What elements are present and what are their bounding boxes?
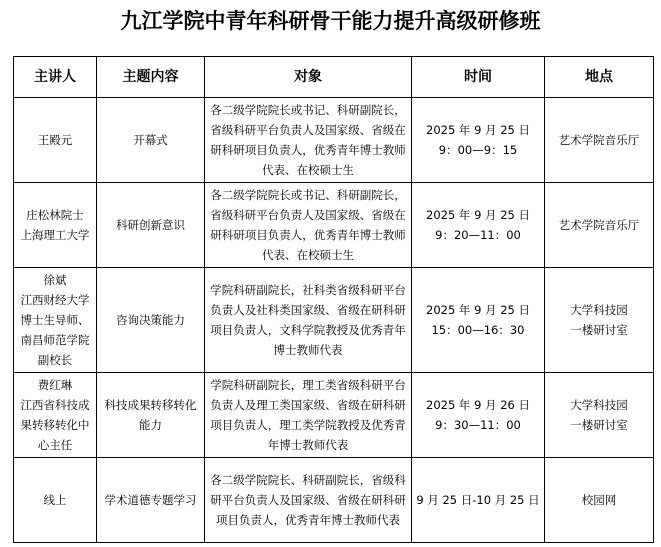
location-cell — [545, 458, 654, 543]
time-cell — [412, 458, 545, 543]
speaker-cell-line: 心主任 — [37, 438, 73, 452]
location-cell-line: 一楼研讨室 — [570, 323, 628, 337]
speaker-cell-line: 江西财经大学 — [20, 293, 90, 307]
header-time: 时间 — [412, 57, 545, 98]
topic-cell — [97, 268, 205, 373]
speaker-cell-line: 庄松林院士 — [26, 208, 84, 222]
location-cell-line: 大学科技园 — [570, 303, 628, 317]
time-cell-line: 2025 年 9 月 25 日 — [426, 208, 530, 222]
time-cell — [412, 183, 545, 268]
speaker-cell-line: 徐斌 — [43, 273, 67, 287]
page-title: 九江学院中青年科研骨干能力提升高级研修班 — [120, 8, 541, 33]
speaker-cell — [14, 183, 97, 268]
topic-cell-line: 能力 — [139, 418, 162, 432]
topic-cell — [97, 98, 205, 183]
time-cell-line: 9：20—11：00 — [435, 228, 521, 242]
header-audience: 对象 — [205, 57, 412, 98]
speaker-cell — [14, 458, 97, 543]
speaker-cell — [14, 373, 97, 458]
speaker-cell-line: 上海理工大学 — [20, 228, 90, 242]
location-cell — [545, 268, 654, 373]
table-row — [14, 268, 654, 373]
speaker-cell-line: 果转移转化中 — [20, 418, 90, 432]
topic-cell-line: 学术道德专题学习 — [104, 493, 197, 507]
location-cell-line: 校园网 — [581, 493, 617, 507]
audience-cell: 各二级学院院长、科研副院长，省级科研平台负责人及国家级、省级在研科研项目负责人，优秀青年博士教师代表 — [205, 458, 412, 543]
topic-cell-line: 开幕式 — [133, 133, 168, 147]
speaker-cell-line: 王殿元 — [37, 133, 73, 147]
header-location: 地点 — [545, 57, 654, 98]
time-cell-line: 15：00—16：30 — [431, 323, 525, 337]
header-topic: 主题内容 — [97, 57, 205, 98]
topic-cell — [97, 373, 205, 458]
time-cell — [412, 373, 545, 458]
speaker-cell-line: 南昌师范学院 — [20, 333, 90, 347]
time-cell-line: 2025 年 9 月 25 日 — [426, 123, 530, 137]
audience-cell: 学院科研副院长，理工类省级科研平台负责人及理工类国家级、省级在研科研项目负责人，理工类学院教授及优秀青年博士教师代表 — [205, 373, 412, 458]
time-cell — [412, 98, 545, 183]
location-cell-line: 艺术学院音乐厅 — [558, 133, 640, 147]
speaker-cell-line: 线上 — [43, 493, 67, 507]
table-row — [14, 98, 654, 183]
speaker-cell — [14, 98, 97, 183]
topic-cell-line: 科技成果转移转化 — [104, 398, 197, 412]
location-cell-line: 艺术学院音乐厅 — [558, 218, 640, 232]
location-cell — [545, 98, 654, 183]
topic-cell — [97, 458, 205, 543]
table-row — [14, 373, 654, 458]
table-header-row — [14, 57, 654, 98]
location-cell — [545, 373, 654, 458]
time-cell-line: 2025 年 9 月 25 日 — [426, 303, 530, 317]
time-cell-line: 9 月 25 日-10 月 25 日 — [416, 493, 540, 507]
topic-cell-line: 科研创新意识 — [116, 218, 185, 232]
speaker-cell-line: 江西省科技成 — [20, 398, 90, 412]
table-row — [14, 458, 654, 543]
speaker-cell — [14, 268, 97, 373]
speaker-cell-line: 副校长 — [37, 353, 73, 367]
audience-cell: 学院科研副院长，社科类省级科研平台负责人及社科类国家级、省级在研科研项目负责人，文科学院教授及优秀青年博士教师代表 — [205, 268, 412, 373]
header-speaker: 主讲人 — [14, 57, 97, 98]
time-cell-line: 9：30—11：00 — [435, 418, 521, 432]
audience-cell: 各二级学院院长或书记、科研副院长，省级科研平台负责人及国家级、省级在研科研项目负责人，优秀青年博士教师代表、在校硕士生 — [205, 183, 412, 268]
time-cell-line: 9：00—9：15 — [438, 143, 518, 157]
audience-cell: 各二级学院院长或书记、科研副院长，省级科研平台负责人及国家级、省级在研科研项目负责人，优秀青年博士教师代表、在校硕士生 — [205, 98, 412, 183]
schedule-table — [13, 56, 654, 543]
speaker-cell-line: 费红琳 — [37, 378, 73, 392]
location-cell-line: 一楼研讨室 — [570, 418, 628, 432]
location-cell-line: 大学科技园 — [570, 398, 628, 412]
table-row — [14, 183, 654, 268]
topic-cell — [97, 183, 205, 268]
topic-cell-line: 咨询决策能力 — [116, 313, 185, 327]
speaker-cell-line: 博士生导师、 — [20, 313, 90, 327]
location-cell — [545, 183, 654, 268]
time-cell-line: 2025 年 9 月 26 日 — [426, 398, 530, 412]
time-cell — [412, 268, 545, 373]
